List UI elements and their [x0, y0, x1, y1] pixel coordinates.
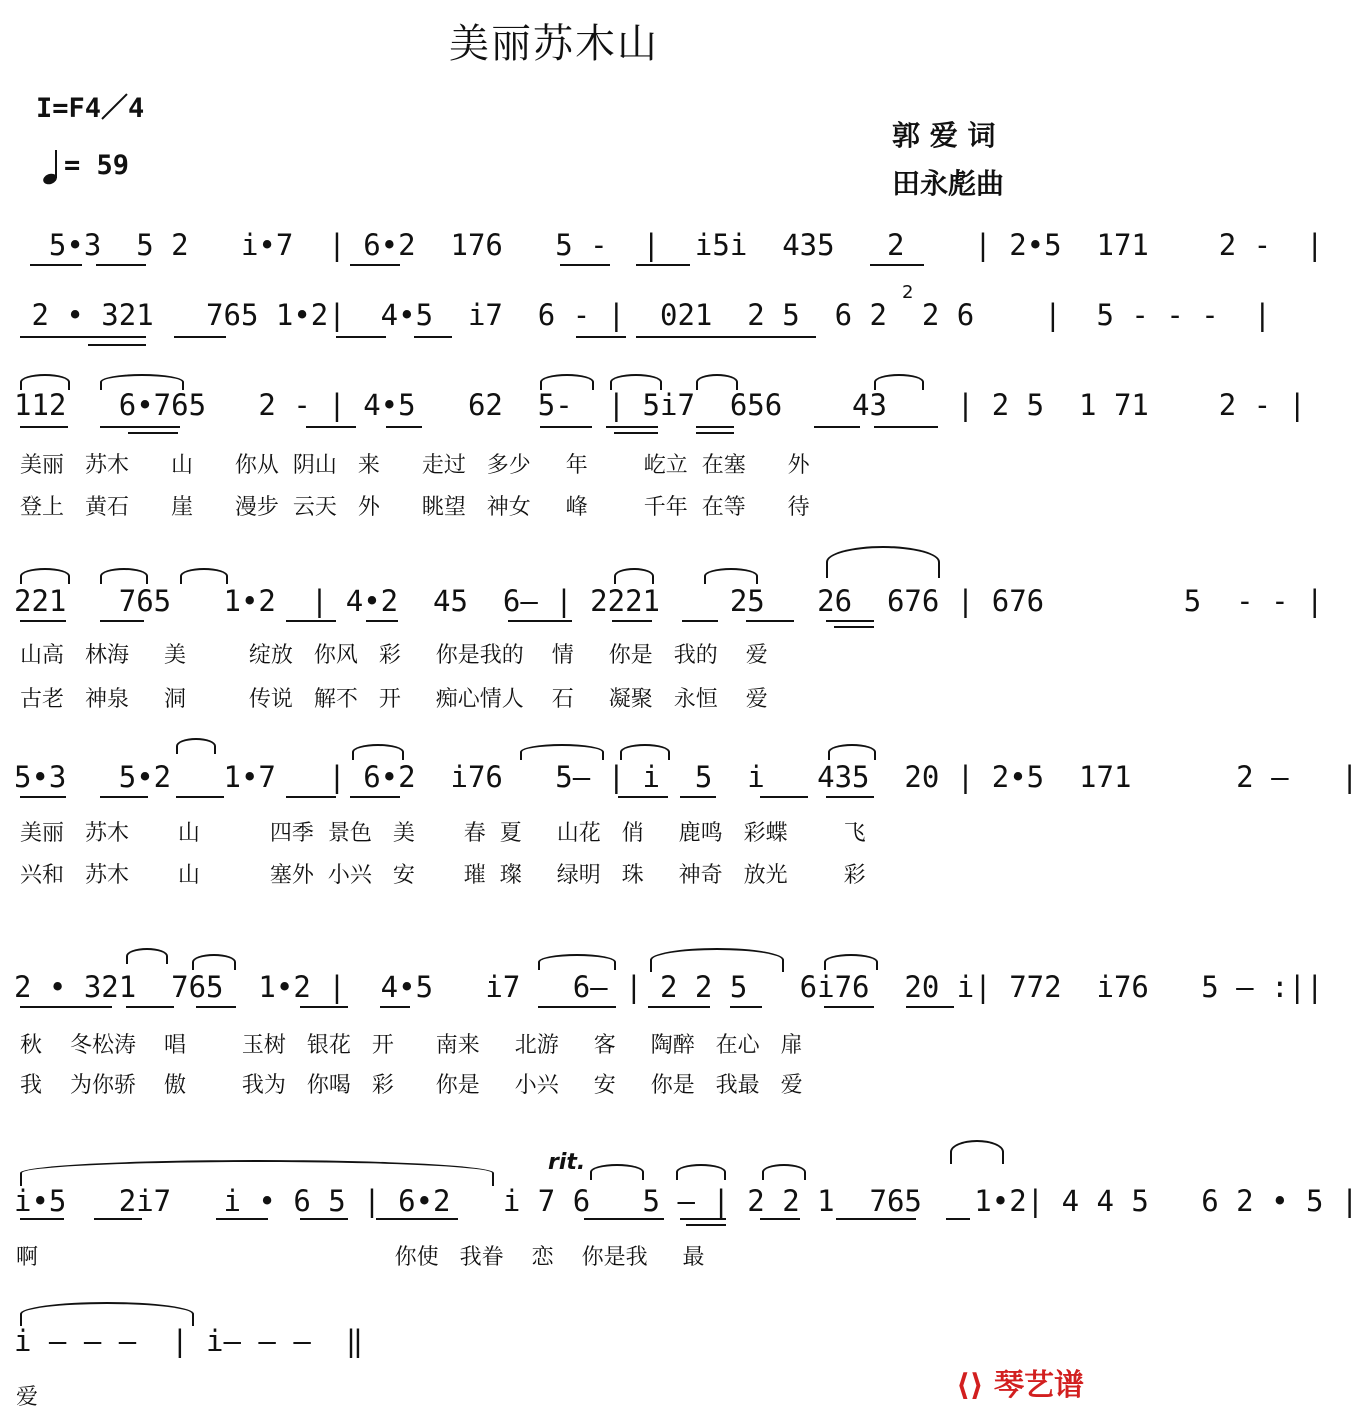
notation-line-8: i — — — | i— — — ‖ [14, 1324, 364, 1358]
ritardando-mark: rit. [548, 1150, 586, 1175]
lyrics-4-verse-1: 山高 林海 美 绽放 你风 彩 你是我的 情 你是 我的 爱 [20, 643, 768, 668]
lyricist-credit: 郭 爱 词 [892, 119, 996, 152]
fermata-mark: 2 [902, 282, 914, 303]
notation-line-1: 5•3 5 2 i•7 | 6•2 176 5 - | i5i 435 2 | 2•5 171 2 - | [14, 228, 1324, 262]
lyrics-8-verse-1: 爱 [16, 1385, 39, 1410]
lyrics-3-verse-1: 美丽 苏木 山 你从 阴山 来 走过 多少 年 屹立 在塞 外 [20, 453, 810, 478]
lyrics-6-verse-1: 秋 冬松涛 唱 玉树 银花 开 南来 北游 客 陶醉 在心 扉 [20, 1033, 803, 1058]
notation-line-5: 5•3 5•2 1•7 | 6•2 i76 5— | i 5 i 435 20 | 2•5 171 2 — | [14, 760, 1358, 794]
lyrics-4-verse-2: 古老 神泉 洞 传说 解不 开 痴心情人 石 凝聚 永恒 爱 [20, 687, 768, 712]
lyrics-5-verse-1: 美丽 苏木 山 四季 景色 美 春 夏 山花 俏 鹿鸣 彩蝶 飞 [20, 821, 866, 846]
notation-line-7: i•5 2i7 i • 6 5 | 6•2 i 7 6 5 — | 2 2 1 765 1•2| 4 4 5 6 2 • 5 | [14, 1184, 1358, 1218]
lyrics-6-verse-2: 我 为你骄 傲 我为 你喝 彩 你是 小兴 安 你是 我最 爱 [20, 1073, 803, 1098]
tempo-marking: = 59 [64, 150, 130, 181]
key-signature: I=F4／4 [36, 93, 145, 124]
lyrics-7-verse-1: 啊 你使 我眷 恋 你是我 最 [16, 1245, 705, 1270]
quarter-note-icon [38, 148, 62, 188]
notation-line-4: 221 765 1•2 | 4•2 45 6— | 2221 25 26 676 | 676 5 - - | [14, 584, 1324, 618]
watermark-icon: ⟨⟩ [956, 1368, 994, 1403]
page-title: 美丽苏木山 [449, 21, 659, 67]
notation-line-6: 2 • 321 765 1•2 | 4•5 i7 6— | 2 2 5 6i76 20 i| 772 i76 5 — :|| [14, 970, 1324, 1004]
composer-credit: 田永彪曲 [892, 167, 1005, 200]
notation-line-2: 2 • 321 765 1•2| 4•5 i7 6 - | 021 2 5 6 2 2 6 | 5 - - - | [14, 298, 1272, 332]
watermark-text: 琴艺谱 [994, 1368, 1084, 1403]
lyrics-3-verse-2: 登上 黄石 崖 漫步 云天 外 眺望 神女 峰 千年 在等 待 [20, 495, 810, 520]
lyrics-5-verse-2: 兴和 苏木 山 塞外 小兴 安 璀 璨 绿明 珠 神奇 放光 彩 [20, 863, 866, 888]
notation-line-3: 112 6•765 2 - | 4•5 62 5- | 5i7 656 43 | 2 5 1 71 2 - | [14, 388, 1307, 422]
watermark-logo [956, 1360, 1084, 1404]
